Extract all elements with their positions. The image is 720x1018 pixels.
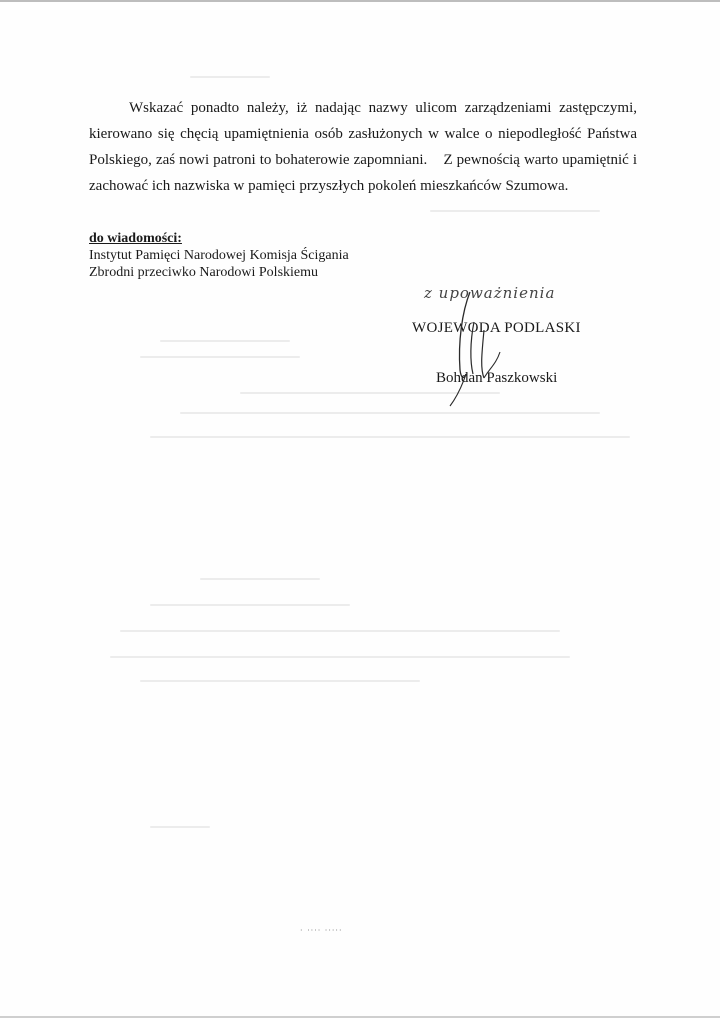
distribution-line: Instytut Pamięci Narodowej Komisja Ścigania bbox=[89, 248, 349, 263]
bleed-through-mark bbox=[110, 656, 570, 658]
bleed-through-mark bbox=[190, 76, 270, 78]
paragraph-sentence-2: Z pewnością warto upamiętnić i zachować ich nazwiska w pamięci przyszłych pokoleń mieszkańców Szumowa. bbox=[89, 152, 638, 194]
bleed-through-mark bbox=[120, 630, 560, 632]
paragraph-sentence-1: Wskazać ponadto należy, iż nadając nazwy ulicom zarządzeniami zastępczymi, kierowano się chęcią upamiętnienia osób zasłużonych w walce o niepodległość Państwa Polskiego, zaś nowi patroni to bohaterowie zapomniani. bbox=[89, 100, 637, 168]
bleed-through-mark bbox=[180, 412, 600, 414]
signatory-title: WOJEWODA PODLASKI bbox=[412, 320, 581, 336]
distribution-line: Zbrodni przeciwko Narodowi Polskiemu bbox=[89, 265, 319, 280]
bleed-through-mark bbox=[150, 604, 350, 606]
bleed-through-mark bbox=[150, 436, 630, 438]
signature-annotation: z upoważnienia bbox=[424, 284, 556, 302]
scan-speck: · ···· ····· bbox=[300, 926, 343, 935]
signatory-name: Bohdan Paszkowski bbox=[436, 370, 558, 386]
distribution-list bbox=[89, 230, 349, 281]
bleed-through-mark bbox=[430, 210, 600, 212]
distribution-heading: do wiadomości: bbox=[89, 231, 182, 246]
bleed-through-mark bbox=[140, 356, 300, 358]
bleed-through-mark bbox=[160, 340, 290, 342]
page-top-edge bbox=[0, 0, 720, 2]
bleed-through-mark bbox=[140, 680, 420, 682]
handwritten-signature bbox=[440, 282, 590, 412]
letter-paragraph bbox=[89, 95, 637, 199]
bleed-through-mark bbox=[150, 826, 210, 828]
bleed-through-mark bbox=[200, 578, 320, 580]
